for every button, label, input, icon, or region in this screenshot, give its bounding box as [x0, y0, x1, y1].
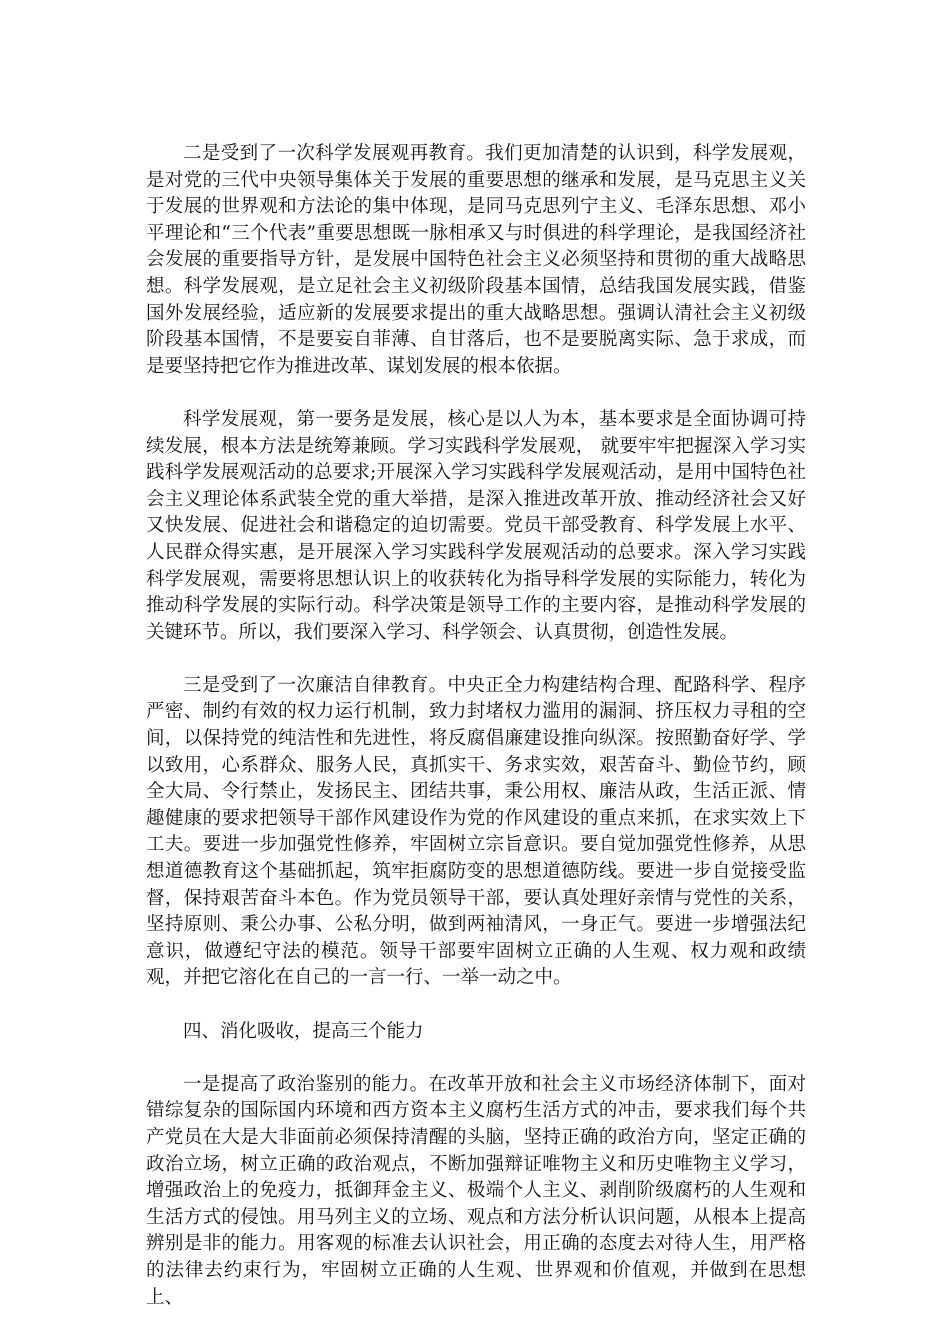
section-heading-four: 四、消化吸收，提高三个能力: [183, 1020, 424, 1042]
paragraph-science-development-reeducation: 二是受到了一次科学发展观再教育。我们更加清楚的认识到，科学发展观，是对党的三代中央领导集体关于发展的重要思想的继承和发展，是马克思主义关于发展的世界观和方法论的集中体现，是同马克思列宁主义、毛泽东思想、邓小平理论和“三个代表”重要思想既一脉相承又与时俱进的科学理论，是我国经济社会发展的重要指导方针，是发展中国特色社会主义必须坚持和贯彻的重大战略思想。科学发展观，是立足社会主义初级阶段基本国情，总结我国发展实践，借鉴国外发展经验，适应新的发展要求提出的重大战略思想。强调认清社会主义初级阶段基本国情，不是要妄自菲薄、自甘落后，也不是要脱离实际、急于求成，而是要坚持把它作为推进改革、谋划发展的根本依据。: [146, 143, 806, 377]
document-body: [146, 141, 806, 1338]
paragraph-science-development-requirements: 科学发展观，第一要务是发展，核心是以人为本，基本要求是全面协调可持续发展，根本方法是统筹兼顾。学习实践科学发展观， 就要牢牢把握深入学习实践科学发展观活动的总要求;开展深入学习实践科学发展观活动，是用中国特色社会主义理论体系武装全党的重大举措，是深入推进改革开放、推动经济社会又好又快发展、促进社会和谐稳定的迫切需要。党员干部受教育、科学发展上水平、人民群众得实惠，是开展深入学习实践科学发展观活动的总要求。深入学习实践科学发展观，需要将思想认识上的收获转化为指导科学发展的实际能力，转化为推动科学发展的实际行动。科学决策是领导工作的主要内容，是推动科学发展的关键环节。所以，我们要深入学习、科学领会、认真贯彻，创造性发展。: [146, 408, 806, 643]
paragraph-political-discernment: 一是提高了政治鉴别的能力。在改革开放和社会主义市场经济体制下，面对错综复杂的国际国内环境和西方资本主义腐朽生活方式的冲击，要求我们每个共产党员在大是大非面前必须保持清醒的头脑，坚持正确的政治方向，坚定正确的政治立场，树立正确的政治观点，不断加强辩证唯物主义和历史唯物主义学习，增强政治上的免疫力，抵御拜金主义、极端个人主义、剥削阶级腐朽的人生观和生活方式的侵蚀。用马列主义的立场、观点和方法分析认识问题，从根本上提高辨别是非的能力。用客观的标准去认识社会，用正确的态度去对待人生，用严格的法律去约束行为，牢固树立正确的人生观、世界观和价值观，并做到在思想上、: [146, 1073, 806, 1308]
paragraph-integrity-education: 三是受到了一次廉洁自律教育。中央正全力构建结构合理、配路科学、程序严密、制约有效的权力运行机制，致力封堵权力滥用的漏洞、挤压权力寻租的空间，以保持党的纯洁性和先进性，将反腐倡廉建设推向纵深。按照勤奋好学、学以致用，心系群众、服务人民，真抓实干、务求实效，艰苦奋斗、勤俭节约，顾全大局、令行禁止，发扬民主、团结共事，秉公用权、廉洁从政，生活正派、情趣健康的要求把领导干部作风建设作为党的作风建设的重点来抓，在求实效上下工夫。要进一步加强党性修养，牢固树立宗旨意识。要自觉加强党性修养，从思想道德教育这个基础抓起，筑牢拒腐防变的思想道德防线。要进一步自觉接受监督，保持艰苦奋斗本色。作为党员领导干部，要认真处理好亲情与党性的关系，坚持原则、秉公办事、公私分明，做到两袖清风，一身正气。要进一步增强法纪意识，做遵纪守法的模范。领导干部要牢固树立正确的人生观、权力观和政绩观，并把它溶化在自己的一言一行、一举一动之中。: [146, 674, 806, 989]
